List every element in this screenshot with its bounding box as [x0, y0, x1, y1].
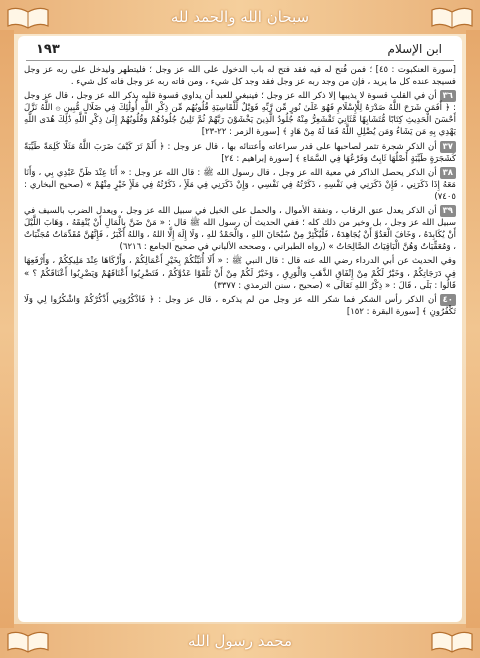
body-text — [24, 64, 456, 620]
paragraph — [24, 205, 456, 253]
paragraph-text: أن الذكر رأس الشكر فما شكر الله عز وجل من لم يذكره ، قال عز وجل : ﴿ فَاذْكُرُونِي أَذْكُرْكُمْ وَاشْكُرُوا لِي وَلَا تَكْفُرُونِ ﴾ [سورة البقرة : ١٥٢] — [24, 294, 456, 317]
top-calligraphy-banner: سبحان الله والحمد لله — [170, 8, 310, 26]
paragraph — [24, 294, 456, 318]
bottom-calligraphy-banner: محمد رسول الله — [187, 632, 292, 650]
left-ornament-frame — [0, 30, 14, 628]
paragraph-text: أن الذكر يحصل الذاكر في معية الله عز وجل ، قال رسول الله ﷺ : قال الله عز وجل : « أَنَا عِنْدَ ظَنِّ عَبْدِي بِي ، وَأَنَا مَعَهُ إِذَا ذَكَرَنِي ، فَإِنْ ذَكَرَنِي فِي نَفْسِهِ ، ذَكَرْتُهُ فِي نَفْسِي ، وَإِنْ ذَكَرَنِي فِي مَلَأٍ ، ذَكَرْتُهُ فِي مَلَأٍ خَيْرٍ مِنْهُمْ » (صحيح البخاري : ٧٤٠٥) — [24, 167, 456, 202]
paragraph — [24, 141, 456, 165]
running-head: ابن الإسلام — [387, 42, 442, 56]
right-ornament-frame — [466, 30, 480, 628]
item-number-badge: ٣٩ — [440, 205, 456, 217]
item-number-badge: ٤٠ — [440, 294, 456, 306]
paragraph-text: أن في القلب قسوة لا يذيبها إلا ذكر الله عز وجل ؛ فينبغي للعبد أن يداوي قسوة قلبه بذكر الله عز وجل ، قال عز وجل : ﴿ أَفَمَن شَرَحَ اللَّهُ صَدْرَهُ لِلْإِسْلَامِ فَهُوَ عَلَىٰ نُورٍ مِّن رَّبِّهِ فَوَيْلٌ لِّلْقَاسِيَةِ قُلُوبُهُم مِّن ذِكْرِ اللَّهِ أُولَٰئِكَ فِي ضَلَالٍ مُّبِينٍ ۞ اللَّهُ نَزَّلَ أَحْسَنَ الْحَدِيثِ كِتَابًا مُّتَشَابِهًا مَّثَانِيَ تَقْشَعِرُّ مِنْهُ جُلُودُ الَّذِينَ يَخْشَوْنَ رَبَّهُمْ ثُمَّ تَلِينُ جُلُودُهُمْ وَقُلُوبُهُمْ إِلَىٰ ذِكْرِ اللَّهِ ذَٰلِكَ هُدَى اللَّهِ يَهْدِي بِهِ مَن يَشَاءُ وَمَن يُضْلِلِ اللَّهُ فَمَا لَهُ مِنْ هَادٍ ﴾ [سورة الزمر : ٢٢-٢٣] — [24, 91, 456, 138]
open-book-icon — [430, 4, 474, 30]
open-book-icon — [6, 628, 50, 654]
paragraph-text: [سورة العنكبوت : ٤٥] ؛ فمن فُتح له فيه فقد فتح له باب الدخول على الله عز وجل ؛ فليتطهر وليدخل على ربه عز وجل فسيجد عنده كل ما يريد ، فإن من وجد ربه عز وجل فقد وجد كل شيء ، ومن فاته ربه عز وجل فاته كل شيء . — [24, 65, 456, 88]
paragraph-text: أن الذكر يعدل عتق الرقاب ، ونفقة الأموال ، والحمل على الخيل في سبيل الله عز وجل ، ويعدل الضرب بالسيف في سبيل الله عز وجل ، بل وخير من ذلك كله ؛ ففي الحديث أن رسول الله ﷺ قال : « مَنْ ضَنَّ بِالْمَالِ أَنْ يُنْفِقَهُ ، وَهَابَ اللَّيْلَ أَنْ يُكَابِدَهُ ، وَخَافَ الْعَدُوَّ أَنْ يُجَاهِدَهُ ، فَلْيُكْثِرْ مِنْ سُبْحَانَ اللهِ ، وَالْحَمْدُ للهِ ، وَلَا إِلَهَ إِلَّا اللهُ ، وَاللهُ أَكْبَرُ ، فَإِنَّهُنَّ مُقَدِّمَاتٌ مُجَنِّبَاتٌ ، وَمُعَقِّبَاتٌ وَهُنَّ الْبَاقِيَاتُ الصَّالِحَاتُ » (رواه الطبراني ، وصححه الألباني في صحيح الجامع : ٦٢١٦) — [24, 206, 456, 253]
paragraph — [24, 255, 456, 291]
paragraph — [24, 64, 456, 88]
open-book-icon — [6, 4, 50, 30]
paragraph-text: أن الذكر شجرة تثمر لصاحبها على قدر سراعاته وأعتنائه بها ، قال عز وجل : ﴿ أَلَمْ تَرَ كَيْفَ ضَرَبَ اللَّهُ مَثَلًا كَلِمَةً طَيِّبَةً كَشَجَرَةٍ طَيِّبَةٍ أَصْلُهَا ثَابِتٌ وَفَرْعُهَا فِي السَّمَاءِ ﴾ [سورة إبراهيم : ٢٤] — [24, 141, 456, 164]
page-number: ١٩٣ — [36, 42, 60, 57]
open-book-icon — [430, 628, 474, 654]
item-number-badge: ٣٦ — [440, 90, 456, 102]
paragraph-text: وفي الحديث عن أبي الدرداء رضي الله عنه قال : قال النبي ﷺ : « أَلَا أُنَبِّئُكُمْ بِخَيْرِ أَعْمَالِكُمْ ، وَأَزْكَاهَا عِنْدَ مَلِيكِكُمْ ، وَأَرْفَعِهَا فِي دَرَجَاتِكُمْ ، وَخَيْرٌ لَكُمْ مِنْ إِنْفَاقِ الذَّهَبِ وَالْوَرِقِ ، وَخَيْرٌ لَكُمْ مِنْ أَنْ تَلْقَوْا عَدُوَّكُمْ ، فَتَضْرِبُوا أَعْنَاقَهُمْ وَيَضْرِبُوا أَعْنَاقَكُمْ ؟ » قَالُوا : بَلَى ، قَالَ : « ذِكْرُ اللهِ تَعَالَى » (صحيح ، سنن الترمذي : ٣٣٧٧) — [24, 256, 456, 291]
header-divider — [26, 60, 454, 61]
paragraph — [24, 90, 456, 138]
page-header — [18, 40, 462, 62]
item-number-badge: ٣٧ — [440, 141, 456, 153]
paragraph — [24, 167, 456, 203]
item-number-badge: ٣٨ — [440, 167, 456, 179]
